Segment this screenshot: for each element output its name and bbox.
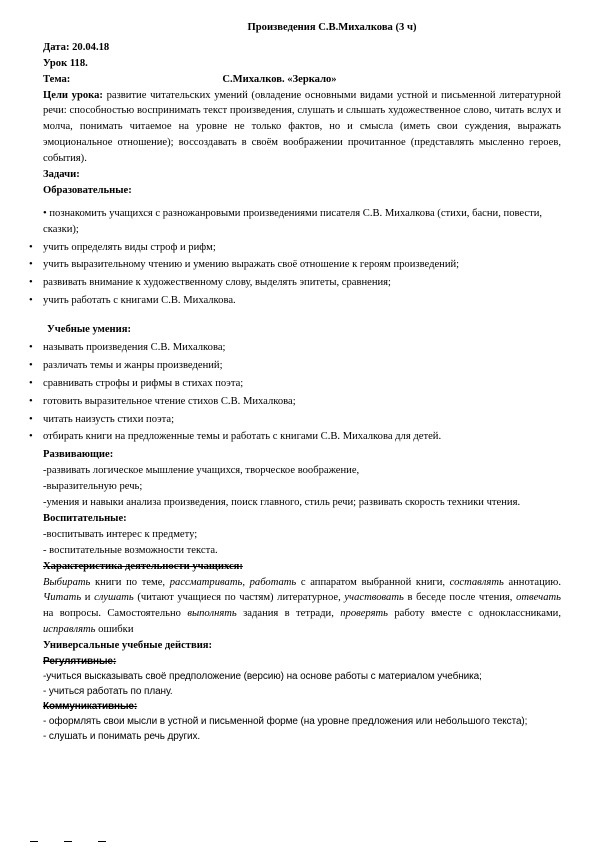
activity-fragment: на вопросы. Самостоятельно	[43, 608, 188, 620]
regulatory-line: -учиться высказывать своё предположение (версию) на основе работы с материалом учебника;	[43, 670, 482, 682]
goals-label: Цели урока:	[43, 89, 103, 101]
activity-fragment: с аппаратом выбранной книги,	[296, 576, 450, 588]
skill-item: • готовить выразительное чтение стихов С.В. Михалкова;	[43, 394, 561, 410]
educational-item: • учить выразительному чтению и умению выражать своё отношение к героям произведений;	[43, 257, 561, 273]
activity-fragment: задания в тетради,	[236, 608, 341, 620]
topic-row	[43, 72, 561, 88]
activity-fragment: слушать	[94, 592, 134, 604]
regulatory-lines	[43, 669, 561, 699]
topic-value: С.Михалков. «Зеркало»	[222, 73, 337, 85]
communicative-line: - слушать и понимать речь других.	[43, 730, 201, 742]
activity-fragment: рассматривать	[169, 576, 243, 588]
skill-item: • называть произведения С.В. Михалкова;	[43, 340, 561, 356]
lesson-date: Дата: 20.04.18	[43, 41, 110, 53]
activity-text	[43, 575, 561, 639]
activity-fragment: отвечать	[516, 592, 562, 604]
developing-label: Развивающие:	[43, 449, 114, 461]
upbringing-line: - воспитательные возможности текста.	[43, 544, 218, 556]
communicative-lines	[43, 714, 561, 744]
activity-fragment: аннотацию.	[503, 576, 561, 588]
goals-text: развитие читательских умений (овладение основными видами устной и письменной литературной речи: способностью воспринимать текст произведения, слушать и слышать художественное слово, читать вслух и молча, понимать читаемое на уровне не только фактов, но и смысла (иметь свои суждения, выражать эмоциональное отношение); воссоздавать в своём воображении прочитанное (представлять мысленно героев, события).	[43, 89, 561, 165]
developing-line: -развивать логическое мышление учащихся, творческое воображение,	[43, 465, 360, 477]
communicative-label: Коммуникативные:	[43, 700, 138, 712]
activity-fragment: проверять	[340, 608, 388, 620]
communicative-line: - оформлять свои мысли в устной и письменной форме (на уровне предложения или небольшого текста);	[43, 715, 528, 727]
goals-paragraph	[43, 88, 561, 167]
activity-fragment: участвовать	[344, 592, 404, 604]
educational-first-item: • познакомить учащихся с разножанровыми произведениями писателя С.В. Михалкова (стихи, басни, повести, сказки);	[43, 207, 543, 235]
activity-label: Характеристика деятельности учащихся:	[43, 560, 243, 572]
upbringing-line: -воспитывать интерес к предмету;	[43, 528, 198, 540]
lesson-number: Урок 118.	[43, 57, 88, 69]
skills-list	[43, 340, 561, 445]
activity-fragment: выполнять	[187, 608, 237, 620]
footer-marks	[30, 832, 150, 842]
educational-item: • развивать внимание к художественному слову, выделять эпитеты, сравнения;	[43, 275, 561, 291]
document-page	[43, 20, 561, 744]
educational-label: Образовательные:	[43, 184, 132, 196]
activity-fragment: Читать	[43, 592, 82, 604]
activity-fragment: составлять	[449, 576, 504, 588]
activity-fragment: ошибки	[95, 624, 134, 636]
educational-list	[43, 240, 561, 310]
universal-block	[43, 654, 561, 744]
regulatory-label: Регулятивные:	[43, 655, 117, 667]
developing-line: -умения и навыки анализа произведения, поиск главного, стиль речи; развивать скорость техники чтения.	[43, 497, 521, 509]
skill-item: • различать темы и жанры произведений;	[43, 358, 561, 374]
educational-item: • учить определять виды строф и рифм;	[43, 240, 561, 256]
activity-fragment: и	[81, 592, 95, 604]
upbringing-label: Воспитательные:	[43, 512, 127, 524]
developing-lines	[43, 463, 561, 511]
activity-fragment: работать	[249, 576, 297, 588]
skill-item: • читать наизусть стихи поэта;	[43, 412, 561, 428]
activity-fragment: работу вместе с одноклассниками,	[387, 608, 561, 620]
activity-fragment: книги по теме,	[90, 576, 170, 588]
developing-line: -выразительную речь;	[43, 481, 143, 493]
skill-item: • сравнивать строфы и рифмы в стихах поэта;	[43, 376, 561, 392]
skill-item: • отбирать книги на предложенные темы и работать с книгами С.В. Михалкова для детей.	[43, 429, 561, 445]
activity-fragment: (читают учащиеся по частям) литературное,	[133, 592, 345, 604]
universal-label: Универсальные учебные действия:	[43, 640, 213, 652]
document-title: Произведения С.В.Михалкова (3 ч)	[247, 22, 417, 33]
topic-label: Тема:	[43, 73, 71, 85]
educational-item: • учить работать с книгами С.В. Михалкова.	[43, 293, 561, 309]
regulatory-line: - учиться работать по плану.	[43, 685, 173, 697]
activity-fragment: в беседе после чтения,	[403, 592, 517, 604]
upbringing-lines	[43, 527, 561, 559]
tasks-label: Задачи:	[43, 169, 80, 181]
activity-fragment: исправлять	[43, 624, 96, 636]
activity-fragment: ,	[242, 576, 250, 588]
skills-label: Учебные умения:	[47, 324, 132, 336]
activity-fragment: Выбирать	[43, 576, 91, 588]
